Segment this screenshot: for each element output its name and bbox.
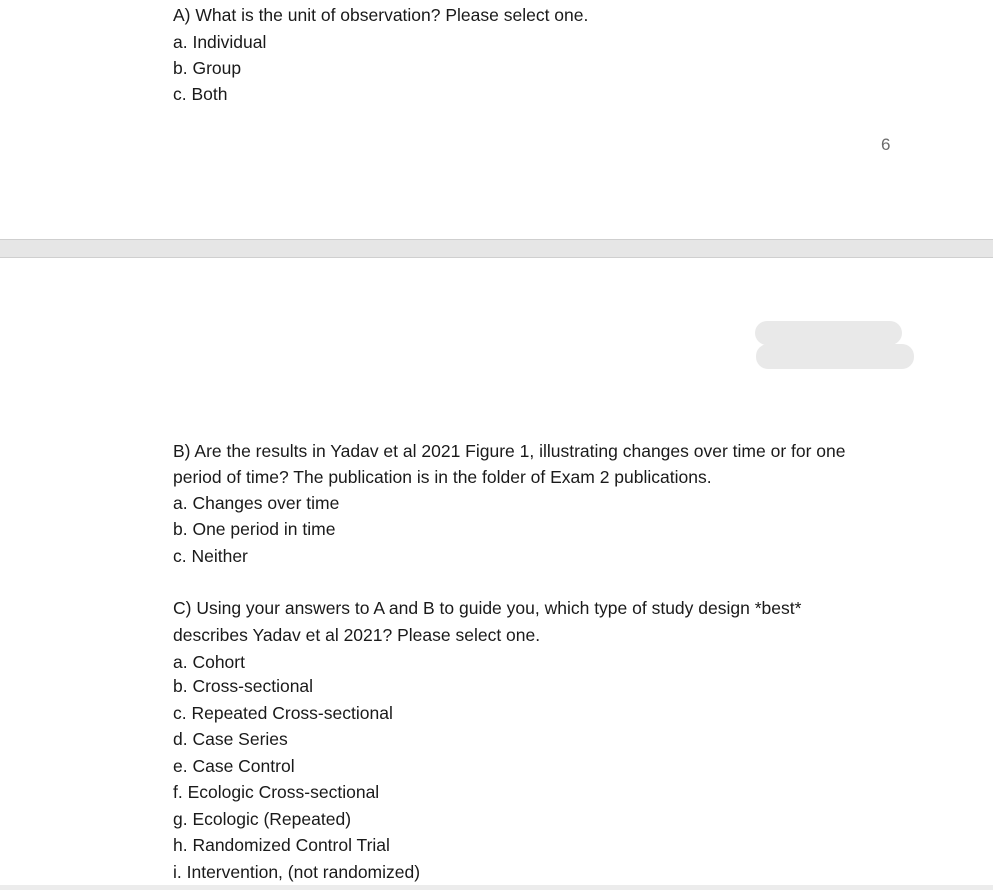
redaction-mark	[756, 344, 914, 369]
question-c-option: c. Repeated Cross-sectional	[173, 703, 393, 723]
question-a-prompt: A) What is the unit of observation? Please select one.	[173, 5, 589, 25]
document-page-bottom	[0, 258, 993, 890]
redaction-mark	[755, 321, 902, 345]
page-bottom-edge	[0, 885, 993, 890]
page-break	[0, 239, 993, 258]
question-c-option: h. Randomized Control Trial	[173, 835, 390, 855]
page-number: 6	[881, 135, 891, 154]
question-c-option: i. Intervention, (not randomized)	[173, 862, 421, 882]
question-b-prompt: period of time? The publication is in the folder of Exam 2 publications.	[173, 467, 712, 487]
question-c-prompt: describes Yadav et al 2021? Please select one.	[173, 625, 541, 645]
question-c-option: g. Ecologic (Repeated)	[173, 809, 352, 829]
question-c-option: f. Ecologic Cross-sectional	[173, 782, 380, 802]
question-a-option: a. Individual	[173, 32, 267, 52]
question-b-option: b. One period in time	[173, 519, 336, 539]
question-c-option: b. Cross-sectional	[173, 676, 314, 696]
question-c-option: a. Cohort	[173, 652, 245, 672]
question-c-option: d. Case Series	[173, 729, 288, 749]
document-page-top	[0, 0, 993, 239]
question-b-option: c. Neither	[173, 546, 248, 566]
question-c-prompt: C) Using your answers to A and B to guide you, which type of study design *best*	[173, 598, 802, 618]
question-b-prompt: B) Are the results in Yadav et al 2021 Figure 1, illustrating changes over time or for one	[173, 441, 846, 461]
question-b-option: a. Changes over time	[173, 493, 340, 513]
question-a-option: b. Group	[173, 58, 242, 78]
question-a-option: c. Both	[173, 84, 228, 104]
question-c-option: e. Case Control	[173, 756, 295, 776]
